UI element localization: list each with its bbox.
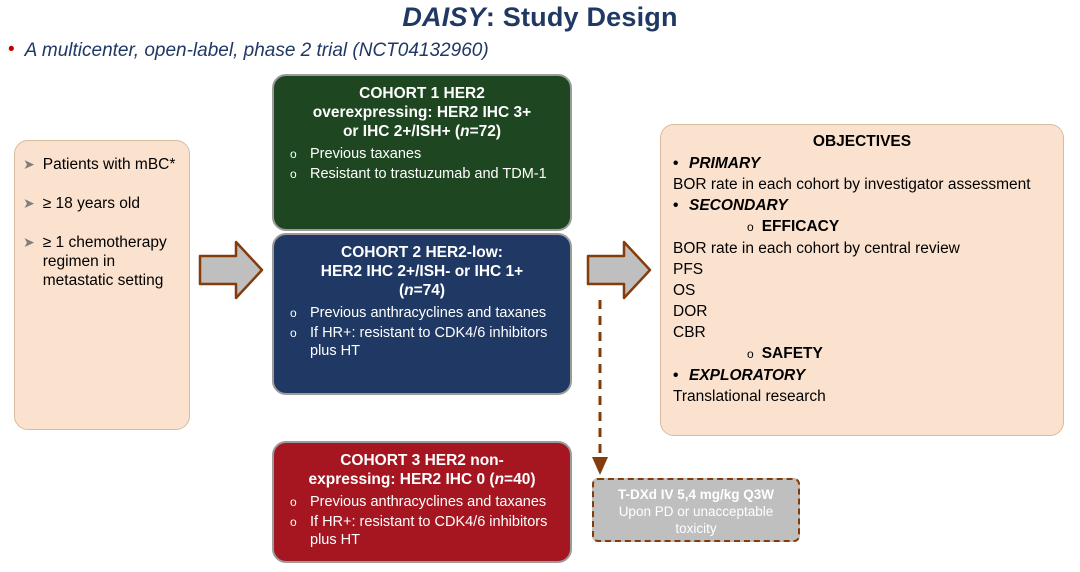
eligibility-item-label: ≥ 1 chemotherapy regimen in metastatic setting (42, 234, 167, 289)
cohort-1-heading-line1: COHORT 1 HER2 (359, 85, 485, 102)
eligibility-box (14, 140, 190, 430)
eligibility-item (23, 233, 181, 290)
list-item (284, 493, 560, 511)
cohort-3-heading (284, 451, 560, 489)
objectives-primary-text: BOR rate in each cohort by investigator assessment (673, 176, 1031, 193)
objectives-efficacy-heading (673, 216, 1051, 238)
cohort-1-heading-line4: =72) (469, 123, 502, 140)
circle-bullet-icon: o (747, 347, 754, 361)
objectives-primary-label: PRIMARY (689, 155, 761, 172)
objectives-primary-heading (673, 153, 1051, 174)
bullet-icon: • (8, 39, 15, 60)
objectives-efficacy-item: DOR (673, 303, 708, 320)
cohort-3-item-label: Previous anthracyclines and taxanes (310, 494, 547, 510)
flow-arrow-to-objectives (586, 240, 652, 305)
cohort-2-item-label: If HR+: resistant to CDK4/6 inhibitors plus HT (310, 325, 548, 359)
arrow-bullet-icon: ➤ (23, 234, 35, 250)
dashed-connector-arrow (580, 300, 620, 485)
title-emphasis: DAISY (402, 2, 486, 32)
page-title (0, 2, 1080, 33)
treatment-box (592, 478, 800, 542)
objectives-efficacy-item: BOR rate in each cohort by central review (673, 240, 960, 257)
cohort-1-list (284, 145, 560, 183)
arrow-bullet-icon: ➤ (23, 195, 35, 211)
title-rest: : Study Design (485, 2, 678, 32)
list-item (284, 145, 560, 163)
bullet-icon: • (673, 155, 679, 172)
subtitle (8, 40, 768, 62)
cohort-1-box (272, 74, 572, 231)
circle-bullet-icon: o (290, 306, 297, 320)
list-item (284, 165, 560, 183)
eligibility-item (23, 155, 181, 174)
objectives-secondary-label: SECONDARY (689, 197, 788, 214)
cohort-3-item-label: If HR+: resistant to CDK4/6 inhibitors plus HT (310, 514, 548, 548)
cohort-1-heading (284, 84, 560, 141)
circle-bullet-icon: o (290, 495, 297, 509)
circle-bullet-icon: o (290, 326, 297, 340)
cohort-2-heading (284, 243, 560, 300)
list-item (284, 304, 560, 322)
cohort-3-list (284, 493, 560, 549)
objectives-secondary-heading (673, 195, 1051, 216)
flow-arrow-to-cohorts (198, 240, 264, 305)
eligibility-item-label: Patients with mBC* (42, 156, 176, 173)
cohort-3-heading-line1: COHORT 3 HER2 non- (340, 452, 504, 469)
objectives-exploratory-label: EXPLORATORY (689, 367, 806, 384)
cohort-1-item-label: Previous taxanes (310, 146, 422, 162)
cohort-2-list (284, 304, 560, 360)
subtitle-text: A multicenter, open-label, phase 2 trial (NCT04132960) (24, 40, 489, 61)
cohort-1-n-italic: n (460, 123, 470, 140)
circle-bullet-icon: o (747, 220, 754, 234)
cohort-2-box (272, 233, 572, 395)
cohort-2-n-italic: n (404, 282, 414, 299)
objectives-efficacy-item: CBR (673, 324, 706, 341)
objectives-safety-label: SAFETY (761, 345, 823, 362)
circle-bullet-icon: o (290, 147, 297, 161)
objectives-title: OBJECTIVES (812, 133, 912, 150)
circle-bullet-icon: o (290, 515, 297, 529)
arrow-bullet-icon: ➤ (23, 156, 35, 172)
cohort-1-item-label: Resistant to trastuzumab and TDM-1 (310, 166, 547, 182)
cohort-2-heading-line3: ( (398, 282, 405, 299)
objectives-efficacy-item: PFS (673, 261, 704, 278)
bullet-icon: • (673, 367, 679, 384)
treatment-dose-label: T-DXd IV 5,4 mg/kg Q3W (617, 487, 775, 502)
cohort-2-item-label: Previous anthracyclines and taxanes (310, 305, 547, 321)
cohort-1-heading-line3: or IHC 2+/ISH+ ( (342, 123, 461, 140)
cohort-2-heading-line4: =74) (413, 282, 446, 299)
cohort-2-heading-line1: COHORT 2 HER2-low: (341, 244, 503, 261)
cohort-3-n-italic: n (494, 471, 505, 488)
list-item (284, 513, 560, 549)
bullet-icon: • (673, 197, 679, 214)
cohort-3-box (272, 441, 572, 563)
eligibility-item-label: ≥ 18 years old (42, 195, 140, 212)
circle-bullet-icon: o (290, 167, 297, 181)
list-item (284, 324, 560, 360)
treatment-duration-label: Upon PD or unacceptable toxicity (618, 504, 774, 536)
objectives-exploratory-text: Translational research (673, 388, 826, 405)
eligibility-item (23, 194, 181, 213)
cohort-3-heading-line2: expressing: HER2 IHC 0 ( (308, 471, 495, 488)
objectives-efficacy-item: OS (673, 282, 696, 299)
objectives-efficacy-label: EFFICACY (761, 218, 840, 235)
objectives-box (660, 124, 1064, 436)
cohort-2-heading-line2: HER2 IHC 2+/ISH- or IHC 1+ (320, 263, 524, 280)
objectives-exploratory-heading (673, 365, 1051, 386)
cohort-1-heading-line2: overexpressing: HER2 IHC 3+ (312, 104, 532, 121)
cohort-3-heading-line4: =40) (504, 471, 536, 488)
objectives-safety-heading (673, 343, 1051, 365)
